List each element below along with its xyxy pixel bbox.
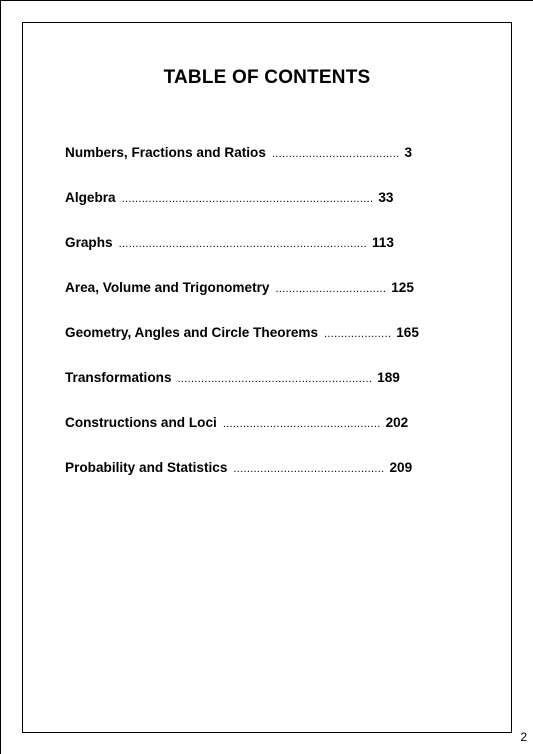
toc-page-number: 189 [377,370,400,385]
toc-entry-title: Numbers, Fractions and Ratios [65,145,266,160]
toc-entry[interactable] [65,143,412,163]
toc-page-number: 125 [391,280,414,295]
toc-entry-title: Constructions and Loci [65,415,217,430]
toc-page-number: 165 [396,325,419,340]
toc-page-number: 113 [371,235,394,250]
toc-entry[interactable] [65,188,393,208]
toc-entry-title: Algebra [65,190,116,205]
toc-entry[interactable] [65,458,412,478]
toc-page-number: 33 [378,190,394,205]
toc-leader-dots: ................................. [275,283,387,295]
toc-entry[interactable] [65,413,408,433]
content-frame [22,22,512,733]
toc-entry[interactable] [65,278,414,298]
toc-page-number: 202 [385,415,409,430]
toc-entry-title: Transformations [65,370,172,385]
toc-leader-dots: .......................................................... [177,373,373,385]
toc-entry-title: Graphs [65,235,113,250]
toc-page-number: 3 [404,145,413,160]
toc-entry-title: Geometry, Angles and Circle Theorems [65,325,319,340]
toc-entry[interactable] [65,233,394,253]
toc-leader-dots: ........................................................................... [121,193,374,205]
toc-entry[interactable] [65,323,419,343]
toc-entry-title: Probability and Statistics [65,460,228,475]
page-number: 2 [520,730,527,744]
toc-leader-dots: ............................................... [222,418,381,430]
toc-leader-dots: ...................................... [271,148,400,160]
toc-leader-dots: ............................................. [233,463,385,475]
toc-entry-title: Area, Volume and Trigonometry [65,280,270,295]
toc-page-number: 209 [389,460,413,475]
toc-entry[interactable] [65,368,400,388]
toc-leader-dots: .......................................................................... [118,238,367,250]
page-title: TABLE OF CONTENTS [163,67,371,88]
toc-leader-dots: .................... [324,328,392,340]
